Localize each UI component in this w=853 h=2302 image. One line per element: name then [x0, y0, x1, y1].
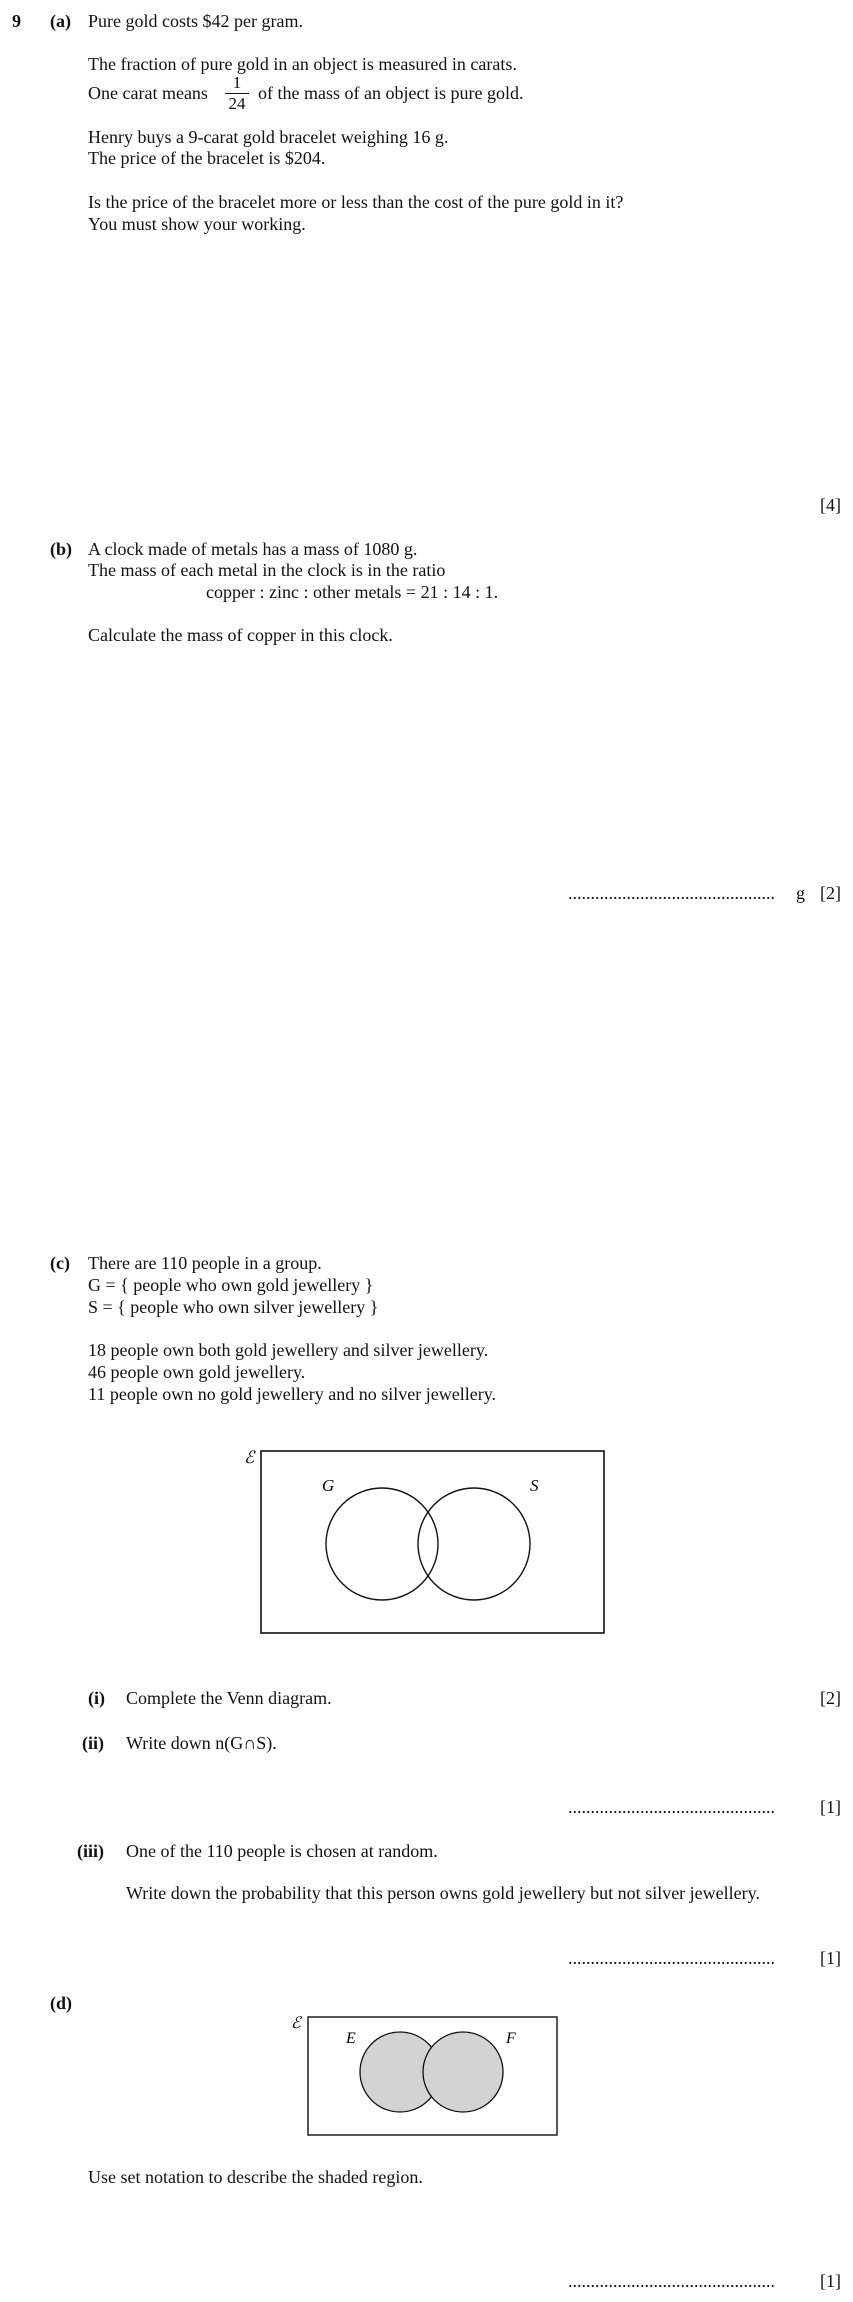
- part-a-line2: The fraction of pure gold in an object is measured in carats.: [88, 54, 517, 74]
- part-b-line1: A clock made of metals has a mass of 1080 g.: [88, 539, 418, 559]
- part-d-text: Use set notation to describe the shaded region.: [88, 2167, 423, 2187]
- fraction-numerator: 1: [232, 73, 242, 92]
- fraction-denominator: 24: [228, 94, 246, 113]
- part-b-unit: g: [796, 883, 805, 903]
- part-c-iii-marks: [1]: [820, 1948, 841, 1968]
- part-c-ii-marks: [1]: [820, 1797, 841, 1817]
- part-d-marks: [1]: [820, 2271, 841, 2291]
- part-c-iii-label: (iii): [77, 1841, 104, 1861]
- part-c-i-text: Complete the Venn diagram.: [126, 1688, 332, 1708]
- part-a-line7: You must show your working.: [88, 214, 306, 234]
- part-c-ii-answer-line[interactable]: ..............................................: [568, 1797, 775, 1817]
- part-a-line5: The price of the bracelet is $204.: [88, 148, 326, 168]
- part-b-line2: The mass of each metal in the clock is in the ratio: [88, 560, 446, 580]
- part-c-fact1: 18 people own both gold jewellery and silver jewellery.: [88, 1340, 489, 1360]
- part-c-iii-text1: One of the 110 people is chosen at random.: [126, 1841, 438, 1861]
- part-a-line3-post: of the mass of an object is pure gold.: [258, 83, 524, 103]
- venn-diagram-g-s[interactable]: [240, 1440, 610, 1640]
- venn-universal-box: [261, 1451, 604, 1633]
- part-b-label: (b): [50, 539, 72, 559]
- part-b-line4: Calculate the mass of copper in this clock.: [88, 625, 393, 645]
- venn-circle-s[interactable]: [418, 1488, 530, 1600]
- part-a-label: (a): [50, 11, 71, 31]
- part-a-line4: Henry buys a 9-carat gold bracelet weighing 16 g.: [88, 127, 449, 147]
- part-b-ratio: copper : zinc : other metals = 21 : 14 : 1.: [206, 582, 499, 602]
- part-c-ii-label: (ii): [82, 1733, 104, 1753]
- part-c-fact3: 11 people own no gold jewellery and no silver jewellery.: [88, 1384, 497, 1404]
- part-d-answer-line[interactable]: ..............................................: [568, 2271, 775, 2291]
- venn-circle-f: [423, 2032, 503, 2112]
- venn-label-f: F: [506, 2030, 516, 2047]
- part-c-iii-answer-line[interactable]: ..............................................: [568, 1948, 775, 1968]
- part-c-fact2: 46 people own gold jewellery.: [88, 1362, 306, 1382]
- part-c-iii-text2: Write down the probability that this person owns gold jewellery but not silver jewellery.: [126, 1883, 760, 1903]
- venn-circle-g[interactable]: [326, 1488, 438, 1600]
- venn-d-universal-symbol: ℰ: [291, 2015, 301, 2032]
- part-c-i-label: (i): [88, 1688, 105, 1708]
- part-c-label: (c): [50, 1253, 70, 1273]
- venn-label-e: E: [346, 2030, 356, 2047]
- set-g-definition: G = { people who own gold jewellery }: [88, 1275, 374, 1295]
- part-a-marks: [4]: [820, 495, 841, 515]
- part-a-line3-pre: One carat means: [88, 83, 208, 103]
- part-b-marks: [2]: [820, 883, 841, 903]
- part-c-i-marks: [2]: [820, 1688, 841, 1708]
- venn-universal-symbol: ℰ: [244, 1448, 255, 1467]
- venn-label-s: S: [530, 1476, 539, 1495]
- venn-diagram-e-f: [290, 2010, 560, 2140]
- part-a-line6: Is the price of the bracelet more or less than the cost of the pure gold in it?: [88, 192, 624, 212]
- set-s-definition: S = { people who own silver jewellery }: [88, 1297, 379, 1317]
- fraction-one-24th: [225, 74, 249, 113]
- part-b-answer-line[interactable]: ..............................................: [568, 883, 775, 903]
- part-a-line1: Pure gold costs $42 per gram.: [88, 11, 303, 31]
- question-number: 9: [12, 11, 21, 31]
- part-c-line1: There are 110 people in a group.: [88, 1253, 322, 1273]
- venn-label-g: G: [322, 1476, 335, 1495]
- part-c-ii-text: Write down n(G∩S).: [126, 1733, 277, 1753]
- part-d-label: (d): [50, 1993, 72, 2013]
